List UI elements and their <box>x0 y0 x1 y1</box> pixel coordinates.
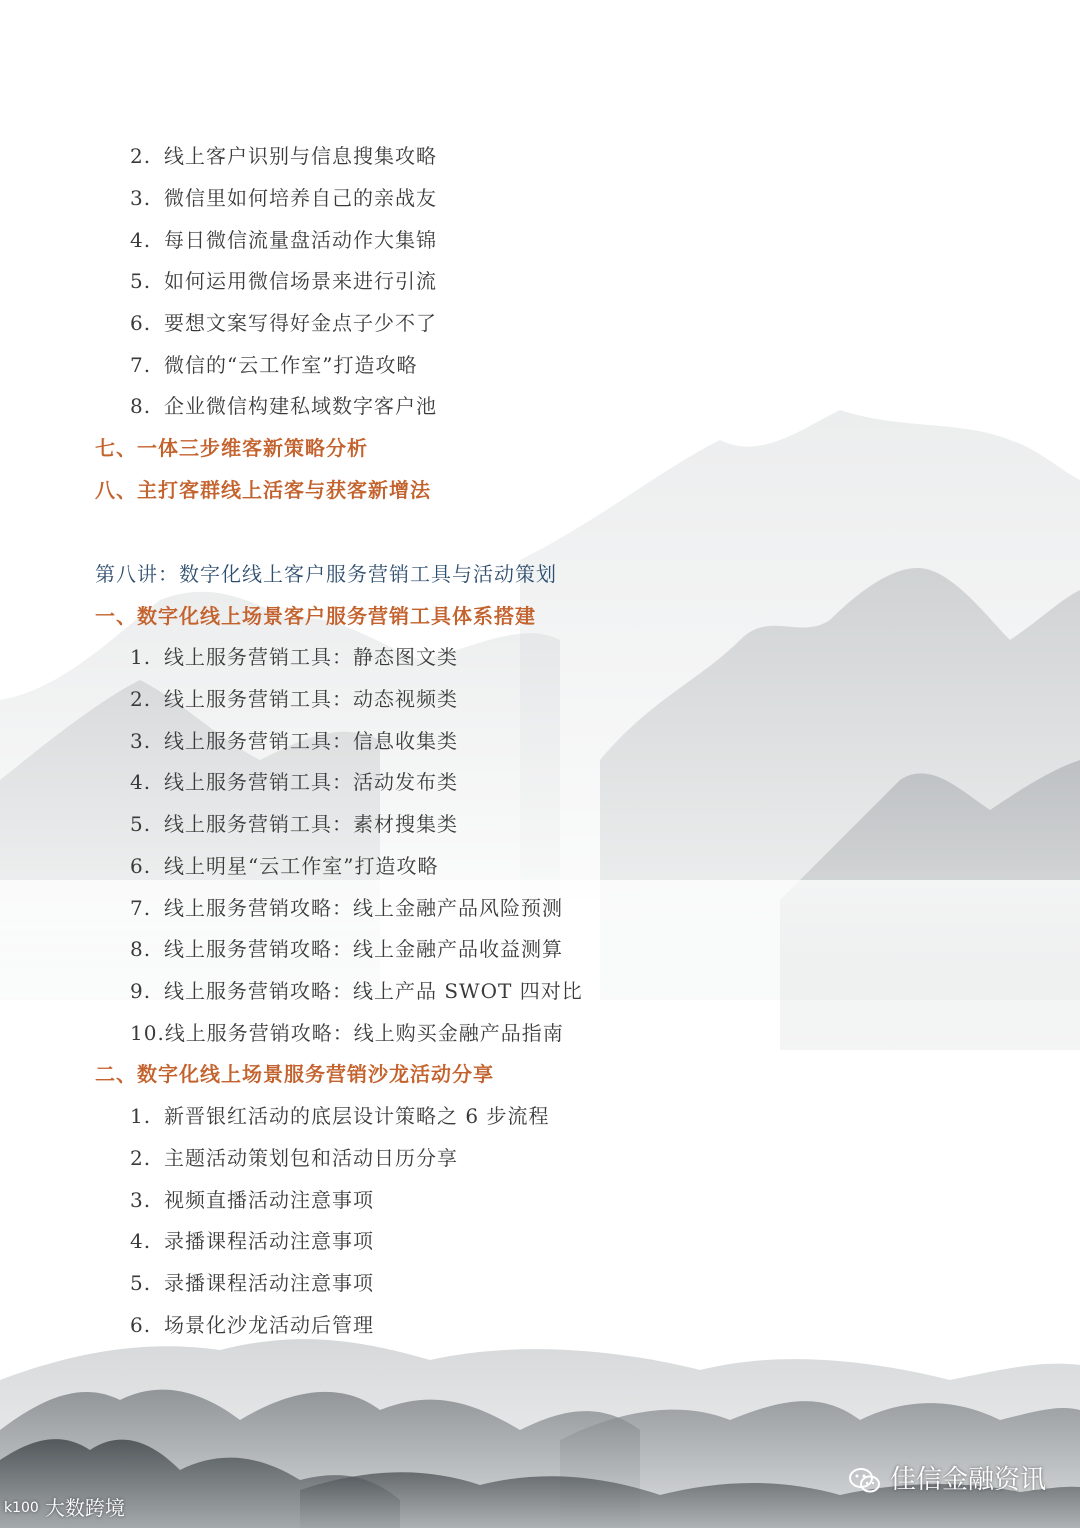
list-item-text: 线上服务营销攻略：线上购买金融产品指南 <box>164 1021 564 1045</box>
list-item <box>130 642 458 672</box>
list-item <box>130 893 563 923</box>
list-item-text: 微信里如何培养自己的亲战友 <box>164 186 437 210</box>
list-item-text: 线上服务营销攻略：线上产品 SWOT 四对比 <box>164 979 583 1003</box>
watermark-right <box>848 1462 1046 1498</box>
list-item-number: 2. <box>130 1146 152 1170</box>
list-item-text: 微信的“云工作室”打造攻略 <box>164 353 418 377</box>
section-heading: 七、一体三步维客新策略分析 <box>95 436 368 460</box>
list-item-number: 5. <box>130 812 152 836</box>
k100-logo-icon: k100 <box>4 1500 39 1516</box>
list-item-number: 5. <box>130 1271 152 1295</box>
list-item-number: 2. <box>130 687 152 711</box>
list-item-number: 7. <box>130 353 152 377</box>
list-item-text: 录播课程活动注意事项 <box>164 1229 374 1253</box>
list-item <box>130 1101 549 1131</box>
section-heading: 八、主打客群线上活客与获客新增法 <box>95 478 431 502</box>
list-item-text: 要想文案写得好金点子少不了 <box>164 311 437 335</box>
list-item-number: 5. <box>130 269 152 293</box>
list-item-number: 1. <box>130 1104 152 1128</box>
list-item-text: 线上服务营销工具：静态图文类 <box>164 645 458 669</box>
watermark-left-text: 大数跨境 <box>44 1496 125 1520</box>
list-item-text: 场景化沙龙活动后管理 <box>164 1313 374 1337</box>
list-item <box>130 350 417 380</box>
list-item-text: 视频直播活动注意事项 <box>164 1188 374 1212</box>
list-item-number: 6. <box>130 311 152 335</box>
list-item-text: 线上服务营销工具：信息收集类 <box>164 729 458 753</box>
list-item-number: 6. <box>130 854 152 878</box>
list-item <box>130 141 437 171</box>
list-item <box>130 1143 458 1173</box>
list-item-number: 7. <box>130 896 152 920</box>
list-item <box>130 308 437 338</box>
list-item-text: 线上明星“云工作室”打造攻略 <box>164 854 439 878</box>
list-item <box>130 767 458 797</box>
lecture-title: 第八讲：数字化线上客户服务营销工具与活动策划 <box>95 562 557 586</box>
list-item-text: 新晋银红活动的底层设计策略之 6 步流程 <box>164 1104 550 1128</box>
list-item <box>130 1268 374 1298</box>
list-item <box>130 391 437 421</box>
section-heading: 二、数字化线上场景服务营销沙龙活动分享 <box>95 1062 494 1086</box>
wechat-icon <box>848 1467 882 1495</box>
list-item <box>130 809 458 839</box>
list-item-number: 4. <box>130 228 152 252</box>
list-item-number: 3. <box>130 729 152 753</box>
list-item-number: 2. <box>130 144 152 168</box>
list-item-number: 4. <box>130 1229 152 1253</box>
list-item-text: 线上服务营销攻略：线上金融产品风险预测 <box>164 896 563 920</box>
list-item <box>130 1310 374 1340</box>
list-item <box>130 1226 374 1256</box>
list-item-text: 如何运用微信场景来进行引流 <box>164 269 437 293</box>
watermark-left <box>4 1494 125 1522</box>
list-item-number: 3. <box>130 186 152 210</box>
list-item <box>130 684 458 714</box>
list-item <box>130 976 583 1006</box>
list-item-number: 3. <box>130 1188 152 1212</box>
list-item-number: 8. <box>130 394 152 418</box>
list-item-number: 10. <box>130 1021 165 1045</box>
list-item-text: 每日微信流量盘活动作大集锦 <box>164 228 437 252</box>
list-item-text: 线上服务营销工具：活动发布类 <box>164 770 458 794</box>
list-item-text: 线上客户识别与信息搜集攻略 <box>164 144 437 168</box>
list-item <box>130 266 437 296</box>
list-item <box>130 726 458 756</box>
list-item-number: 6. <box>130 1313 152 1337</box>
list-item <box>130 1185 374 1215</box>
list-item <box>130 934 563 964</box>
list-item-text: 主题活动策划包和活动日历分享 <box>164 1146 458 1170</box>
list-item-text: 线上服务营销工具：动态视频类 <box>164 687 458 711</box>
list-item-text: 线上服务营销工具：素材搜集类 <box>164 812 458 836</box>
section-heading: 一、数字化线上场景客户服务营销工具体系搭建 <box>95 604 536 628</box>
list-item-text: 企业微信构建私域数字客户池 <box>164 394 437 418</box>
list-item-text: 录播课程活动注意事项 <box>164 1271 374 1295</box>
list-item-text: 线上服务营销攻略：线上金融产品收益测算 <box>164 937 563 961</box>
list-item-number: 8. <box>130 937 152 961</box>
list-item <box>130 851 438 881</box>
list-item-number: 9. <box>130 979 152 1003</box>
list-item-number: 1. <box>130 645 152 669</box>
list-item-number: 4. <box>130 770 152 794</box>
watermark-right-text: 佳信金融资讯 <box>889 1465 1046 1495</box>
list-item <box>130 183 437 213</box>
list-item <box>130 1018 564 1048</box>
list-item <box>130 225 437 255</box>
